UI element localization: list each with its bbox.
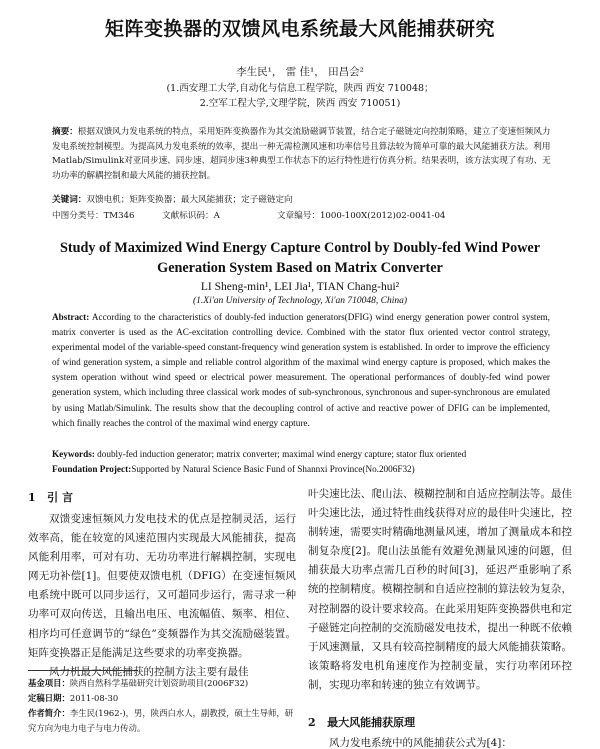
clc-number: 中图分类号：TM346 [52, 211, 135, 221]
date-label: 定稿日期： [28, 693, 70, 703]
section-1-number: 1 [28, 491, 36, 504]
chinese-affiliation-1: (1.西安理工大学,自动化与信息工程学院，陕西 西安 710048； [166, 83, 434, 94]
chinese-keywords-label: 关键词： [52, 195, 87, 205]
date-text: 2011-08-30 [69, 693, 119, 703]
intro-paragraph-2: 风力机最大风能捕获的控制方法主要有最佳 [49, 665, 249, 678]
footnote-fund [28, 676, 296, 691]
section-1-heading [28, 489, 73, 505]
fund-text: 陕西自然科学基础研究计划资助项目(2006F32) [69, 678, 249, 688]
english-title-line-1: Study of Maximized Wind Energy Capture Control by Doubly-fed Wind Power [59, 240, 541, 256]
section-2-title: 最大风能捕获原理 [327, 716, 416, 729]
foundation-text: Supported by Natural Science Basic Fund of Shannxi Province(No.2006F32) [131, 464, 415, 474]
footnote-date [28, 691, 296, 706]
chinese-keywords-text: 双馈电机；矩阵变换器；最大风能捕获；定子磁链定向 [86, 195, 293, 205]
chinese-abstract-text: 根据双馈风力发电系统的特点，采用矩阵变换器作为其交流励磁调节装置，结合定子磁链定向控制策略，建立了变速恒频风力发电系统控制模型。为提高风力发电系统的效率，提出一种无需检测风速和功率信号且算法较为简单可靠的最大风能捕获方法。利用Matlab/Simulink对亚同步速、同步速、超同步速3种典型工作状态下的运行特性进行仿真分析。结果表明，该方法实现了有功、无功功率的解耦控制和最大风能的捕获控制。 [52, 127, 551, 181]
section-2-first-line: 风力发电系统中的风能捕获公式为[4]： [329, 737, 512, 749]
english-keywords-label: Keywords: [52, 449, 95, 459]
foundation-project [52, 464, 550, 474]
author-label: 作者简介： [28, 708, 70, 718]
foundation-label: Foundation Project: [52, 464, 132, 474]
right-paragraph-1: 叶尖速比法、爬山法、模糊控制和自适应控制法等。最佳叶尖速比法，通过特性曲线获得对应的最佳叶尖速比，控制转速，需要实时精确地测量风速，增加了测量成本和控制复杂度[2]。爬山法虽能有效避免测量风速的问题，但捕获最大功率点需几百秒的时间[3]，延迟严重影响了系统的控制精度。模糊控制和自适应控制的算法较为复杂，对控制器的设计要求较高。在此采用矩阵变换器供电和定子磁链定向控制的交流励磁发电技术，提出一种既不依赖于风速测量，又具有较高控制精度的最大风能捕获策略。该策略将发电机角速度作为控制变量，实行功率闭环控制，实现功率和转速的独立有效调节。 [308, 488, 572, 691]
english-title [0, 238, 600, 278]
article-number: 文章编号：1000-100X(2012)02-0041-04 [277, 211, 446, 221]
intro-paragraph-1: 双馈变速恒频风力发电技术的优点是控制灵活，运行效率高，能在较宽的风速范围内实现最大风能捕获，提高风能利用率，可对有功、无功功率进行解耦控制，实现电网无功补偿[1]。但要使双馈电机（DFIG）在变速恒频风电系统中既可以同步运行，又可超同步运行，需寻求一种功率可双向传送，且输出电压、电流幅值、频率、相位、相序均可任意调节的“绿色”变频器作为其交流励磁装置。矩阵变换器正是能满足这些要求的功率变换器。 [28, 513, 296, 659]
footnote-divider [28, 670, 138, 671]
chinese-title: 矩阵变换器的双馈风电系统最大风能捕获研究 [104, 18, 495, 40]
fund-label: 基金项目： [28, 678, 70, 688]
english-abstract-label: Abstract: [52, 312, 90, 322]
author-text: 李生民(1962-)，男，陕西白水人，副教授，硕士生导师，研究方向为电力电子与电力传动。 [28, 708, 294, 733]
footnote-author [28, 706, 296, 736]
document-code: 文献标识码：A [162, 211, 220, 221]
chinese-authors: 李生民¹， 雷 佳¹， 田昌会² [236, 66, 364, 78]
right-column [308, 485, 572, 695]
chinese-abstract [52, 125, 552, 183]
english-keywords-text: doubly-fed induction generator; matrix converter; maximal wind energy capture; stator flux oriented [97, 449, 467, 459]
english-abstract-text: According to the characteristics of doubly-fed induction generators(DFIG) wind energy generation power control system, matrix converter is used as the AC-excitation controlling device. Combined with the stator flux oriented vector control strategy, experimental model of the variable-speed constant-frequency wind generation system is established. In order to improve the efficiency of wind generation system, a simple and reliable control algorithm of the maximal wind energy capture is proposed, which makes the system operation without wind speed or electrical power measurement. The operational performances of doubly-fed wind power generation system, which including three classical work modes of sub-synchronous, synchronous and super-synchronous are emulated by using Matlab/Simulink. The results show that the decoupling control of active and reactive power of DFIG can be implemented, which finally reaches the control of the maximal wind energy capture. [52, 312, 550, 428]
english-affiliation: (1.Xi'an University of Technology, Xi'an 710048, China) [192, 296, 407, 306]
english-authors: LI Sheng-min¹, LEI Jia¹, TIAN Chang-hui² [200, 281, 400, 293]
english-abstract [52, 310, 550, 431]
footnotes [28, 676, 296, 736]
section-1-title: 引 言 [47, 491, 73, 504]
chinese-abstract-label: 摘要： [52, 127, 78, 137]
english-keywords [52, 449, 550, 459]
left-column [28, 510, 296, 682]
english-title-line-2: Generation System Based on Matrix Converter [157, 260, 443, 276]
section-2-heading [308, 714, 415, 730]
section-2-body [308, 734, 572, 749]
chinese-affiliation-2: 2.空军工程大学,文理学院，陕西 西安 710051) [199, 98, 401, 109]
section-2-number: 2 [308, 716, 316, 729]
chinese-keywords [52, 193, 552, 208]
